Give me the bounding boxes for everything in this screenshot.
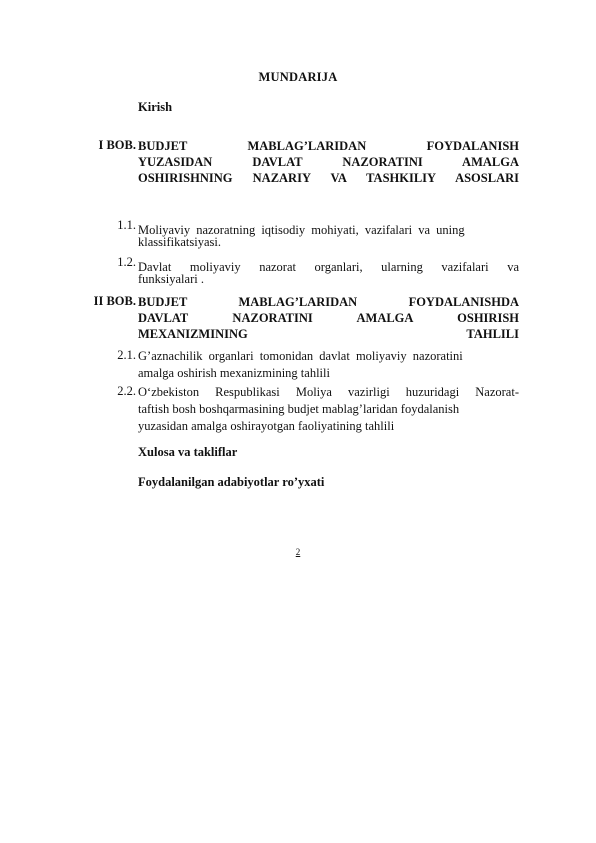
- chapter-1-title-line: BUDJET MABLAG’LARIDAN FOYDALANISH: [138, 139, 519, 153]
- section-1-1-line: Moliyaviy nazoratning iqtisodiy mohiyati, vazifalari va uning: [138, 223, 465, 237]
- chapter-2-title-line: MEXANIZMINING TAHLILI: [138, 327, 519, 341]
- section-1-1-line: klassifikatsiyasi.: [138, 235, 221, 249]
- section-2-2-number: 2.2.: [117, 384, 136, 398]
- page-number: 2: [295, 547, 301, 557]
- section-2-1-title: [138, 348, 519, 382]
- chapter-2-title: [138, 294, 519, 342]
- section-2-2-line: yuzasidan amalga oshirayotgan faoliyatining tahlili: [138, 419, 395, 433]
- toc-entry-conclusion: Xulosa va takliflar: [138, 445, 238, 459]
- section-1-2-line: funksiyalari .: [138, 272, 204, 286]
- section-1-1-title: [138, 224, 519, 248]
- toc-entry-intro: Kirish: [138, 100, 173, 114]
- section-1-1-number: 1.1.: [117, 218, 136, 232]
- chapter-1-title-line: YUZASIDAN DAVLAT NAZORATINI AMALGA: [138, 155, 519, 169]
- chapter-2-title-line: BUDJET MABLAG’LARIDAN FOYDALANISHDA: [138, 295, 519, 309]
- section-2-1-line: G’aznachilik organlari tomonidan davlat moliyaviy nazoratini: [138, 349, 463, 363]
- section-2-2-title: [138, 384, 519, 435]
- section-2-1-number: 2.1.: [117, 348, 136, 362]
- chapter-1-title: [138, 138, 519, 186]
- section-2-2-line: taftish bosh boshqarmasining budjet mablag’laridan foydalanish: [138, 402, 460, 416]
- chapter-2-title-line: DAVLAT NAZORATINI AMALGA OSHIRISH: [138, 311, 519, 325]
- chapter-2-number: II BOB.: [93, 294, 136, 308]
- section-1-2-line: Davlat moliyaviy nazorat organlari, ularning vazifalari va: [138, 260, 519, 274]
- section-2-2-line: O‘zbekiston Respublikasi Moliya vazirligi huzuridagi Nazorat-: [138, 385, 519, 399]
- toc-entry-bibliography: Foydalanilgan adabiyotlar ro’yxati: [138, 475, 325, 489]
- chapter-1-number: I BOB.: [98, 138, 136, 152]
- section-1-2-number: 1.2.: [117, 255, 136, 269]
- section-1-2-title: [138, 261, 519, 285]
- section-2-1-line: amalga oshirish mexanizmining tahlili: [138, 366, 330, 380]
- chapter-1-title-line: OSHIRISHNING NAZARIY VA TASHKILIY ASOSLARI: [138, 171, 519, 185]
- page-title: MUNDARIJA: [258, 70, 338, 84]
